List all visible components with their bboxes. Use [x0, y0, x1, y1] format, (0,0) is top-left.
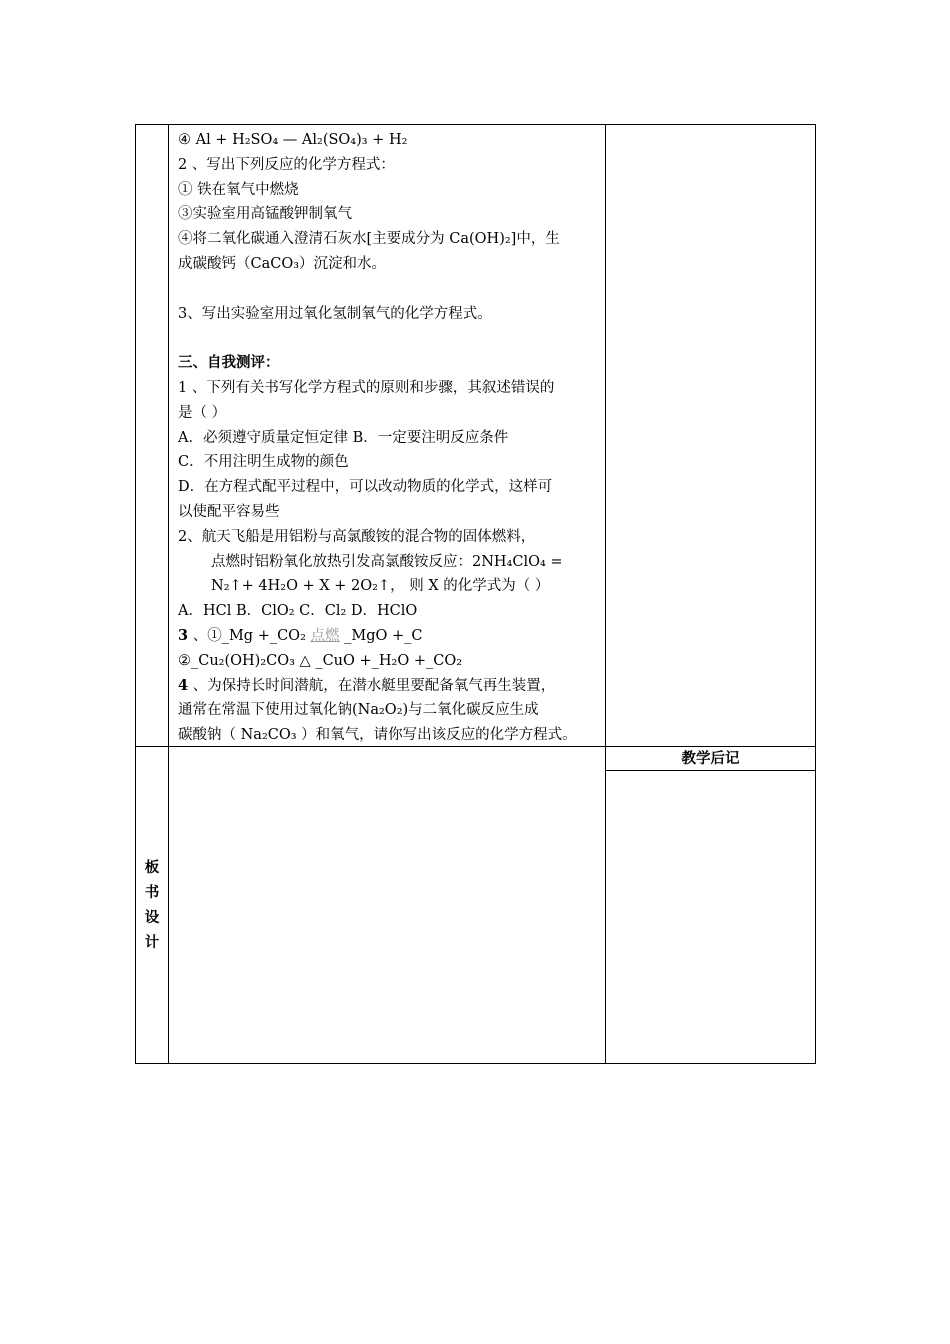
self-test-q4-text: 、为保持长时间潜航，在潜水艇里要配备氧气再生装置， — [188, 677, 556, 694]
self-test-q4-number: 4 — [178, 676, 189, 694]
self-test-q1-options-ab: A．必须遵守质量定恒定律 B．一定要注明反应条件 — [178, 429, 509, 446]
self-test-q2-options: A．HCl B．ClO₂ C．Cl₂ D．HClO — [178, 603, 418, 620]
self-test-q4-line-2: 通常在常温下使用过氧化钠(Na₂O₂)与二氧化碳反应生成 — [178, 702, 539, 719]
self-test-q3-line-1 — [178, 624, 600, 649]
self-test-heading: 三、自我测评： — [178, 354, 280, 372]
self-test-q1-option-c: C．不用注明生成物的颜色 — [178, 454, 349, 471]
self-test-q1-option-d-line-1: D．在方程式配平过程中，可以改动物质的化学式，这样可 — [178, 479, 553, 496]
self-test-q2-line-1: 2、航天飞船是用铝粉与高氯酸铵的混合物的固体燃料， — [178, 528, 536, 545]
self-test-q1-option-d-line-2: 以使配平容易些 — [178, 503, 280, 520]
question-2-item-4-line-2: 成碳酸钙（CaCO₃）沉淀和水。 — [178, 255, 387, 272]
board-design-char-2: 书 — [144, 884, 160, 901]
self-test-q4-line-1 — [178, 674, 600, 699]
self-test-q2-line-2: 点燃时铝粉氧化放热引发高氯酸铵反应：2NH₄ClO₄ = — [211, 553, 563, 570]
teaching-notes-header: 教学后记 — [681, 750, 740, 767]
self-test-q3-reactants: 、①_Mg +_CO₂ — [188, 627, 311, 644]
board-design-char-1: 板 — [144, 859, 160, 876]
self-test-q3-products: _MgO +_C — [339, 627, 423, 644]
board-design-label — [136, 855, 168, 955]
question-2-item-1: ① 铁在氧气中燃烧 — [178, 181, 299, 198]
ignition-condition: 点燃 — [310, 627, 340, 644]
self-test-q3-number: 3 — [178, 626, 189, 644]
self-test-q2-line-3: N₂↑+ 4H₂O + X + 2O₂↑， 则 X 的化学式为（ ） — [211, 578, 550, 595]
board-design-char-4: 计 — [144, 934, 160, 951]
self-test-q3-line-2: ②_Cu₂(OH)₂CO₃ △ _CuO +_H₂O +_CO₂ — [178, 652, 463, 669]
question-2-title: 2 、写出下列反应的化学方程式： — [178, 156, 395, 173]
notes-header-divider — [605, 770, 816, 771]
self-test-q1-line-2: 是（ ） — [178, 404, 227, 421]
self-test-q1-line-1: 1 、下列有关书写化学方程式的原则和步骤，其叙述错误的 — [178, 379, 555, 396]
self-test-q4-line-3: 碳酸钠（ Na₂CO₃ ）和氧气，请你写出该反应的化学方程式。 — [178, 727, 577, 744]
table-column-divider-left — [168, 124, 169, 1064]
spacer — [178, 326, 600, 351]
exercise-content — [178, 128, 600, 748]
question-2-item-4-line-1: ④将二氧化碳通入澄清石灰水[主要成分为 Ca(OH)₂]中，生 — [178, 231, 560, 248]
board-design-char-3: 设 — [144, 909, 160, 926]
equation-4-balance: ④ Al + H₂SO₄ — Al₂(SO₄)₃ + H₂ — [178, 132, 408, 148]
spacer — [178, 277, 600, 302]
table-column-divider-right — [605, 124, 606, 1064]
question-2-item-3: ③实验室用高锰酸钾制氧气 — [178, 206, 352, 223]
question-3: 3、写出实验室用过氧化氢制氧气的化学方程式。 — [178, 305, 492, 322]
